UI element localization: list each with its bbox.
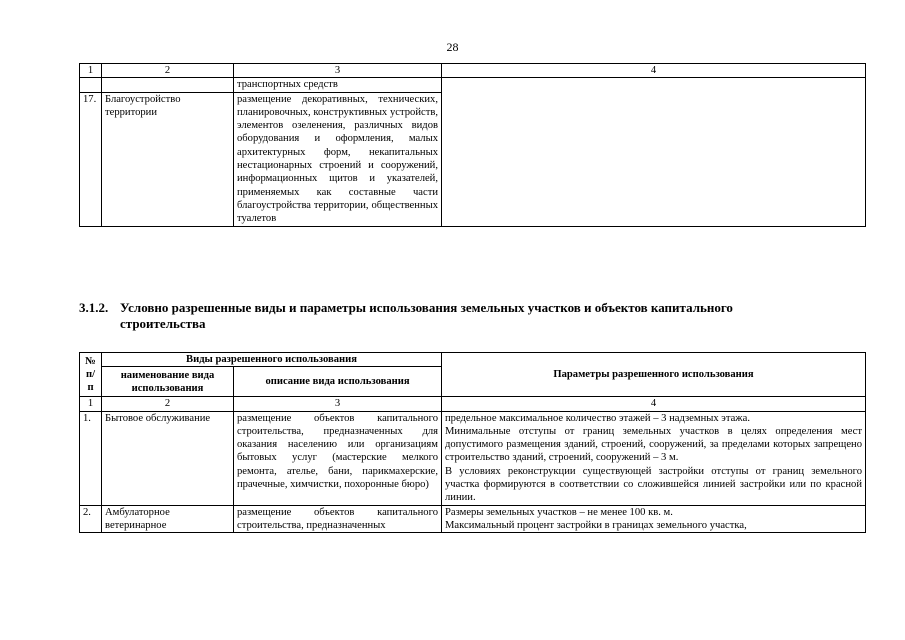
params-line: Минимальные отступы от границ земельных участков в целях определения мест допустимого размещения зданий, строений, сооружений, за пределами которых запрещено строительство зданий, строений, сооружений – 3 м. [445,425,862,464]
section-number: 3.1.2. [79,300,109,315]
table-row [80,78,866,92]
params-cell [442,411,866,505]
col-index: 2 [102,397,234,411]
header-row [80,353,866,367]
params-line: предельное максимальное количество этажей – 3 надземных этажа. [445,412,750,424]
use-name-cell: Бытовое обслуживание [102,411,234,505]
group-header: Виды разрешенного использования [102,353,442,367]
params-cell [442,505,866,533]
description-header: описание вида использования [234,367,442,397]
name-header: наименование вида использования [102,367,234,397]
table-row [80,411,866,505]
row-number: 17. [80,92,102,226]
description-cell: размещение объектов капитального строительства, предназначенных для оказания населению или организациям бытовых услуг (мастерские мелкого ремонта, ателье, бани, парикмахерские, прачечные, химчистки, похоронные бюро) [234,411,442,505]
params-line: Размеры земельных участков – не менее 100 кв. м. [445,506,673,518]
conditional-use-table [79,352,866,533]
row-number: 1. [80,411,102,505]
params-cell [442,78,866,226]
col-index: 3 [234,397,442,411]
params-line: Максимальный процент застройки в границах земельного участка, [445,519,747,531]
col-index: 1 [80,397,102,411]
column-index-row [80,64,866,78]
section-heading [79,300,869,332]
table-row [80,505,866,533]
num-header: № п/п [80,353,102,397]
params-header: Параметры разрешенного использования [442,353,866,397]
col-index: 2 [102,64,234,78]
continuation-table [79,63,866,227]
col-index: 4 [442,397,866,411]
page-number: 28 [446,40,459,54]
params-line: В условиях реконструкции существующей застройки отступы от границ земельного участка формируются в соответствии со сложившейся линией застройки или по красной линии. [445,465,862,504]
col-index: 1 [80,64,102,78]
use-name-cell: Амбулаторное ветеринарное [102,505,234,533]
description-cell: размещение объектов капитального строительства, предназначенных [234,505,442,533]
description-cell: размещение декоративных, технических, планировочных, конструктивных устройств, элементов озеленения, различных видов оборудования и оформления, малых архитектурных форм, некапитальных нестационарных строений и сооружений, информационных щитов и указателей, применяемых как составные части благоустройства территории, общественных туалетов [234,92,442,226]
use-name-cell: Благоустройство территории [102,92,234,226]
col-index: 3 [234,64,442,78]
col-index: 4 [442,64,866,78]
section-title-line2: строительства [120,316,206,331]
section-title-line1: Условно разрешенные виды и параметры использования земельных участков и объектов капитального [120,300,733,315]
row-number: 2. [80,505,102,533]
column-index-row [80,397,866,411]
description-cell: транспортных средств [234,78,442,92]
